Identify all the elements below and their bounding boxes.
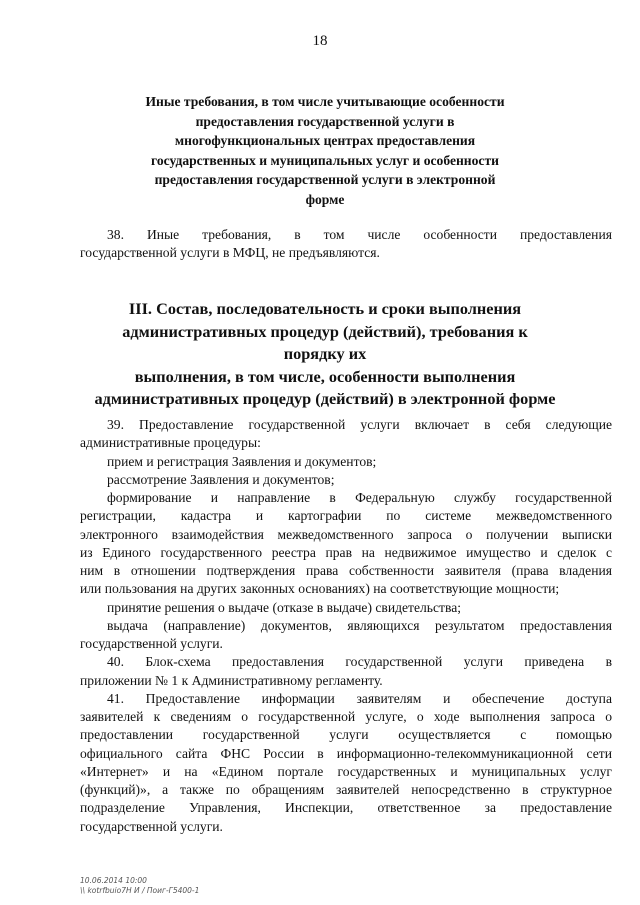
paragraph-41-line: заявителей к сведениям о государственной услуге, о ходе выполнения запроса о — [80, 709, 612, 724]
paragraph-line: из Единого государственного реестра прав на недвижимое имущество и сделок с — [80, 544, 612, 560]
paragraph-line: ним в отношении подтверждения права собственности заявителя (права владения — [80, 563, 612, 578]
paragraph-41-line: государственной услуги. — [80, 818, 223, 834]
paragraph-40-line: приложении № 1 к Административному регламенту. — [80, 672, 383, 688]
paragraph-40-line: 40. Блок-схема предоставления государственной услуги приведена в — [107, 654, 612, 670]
paragraph-line: электронного взаимодействия межведомственного запроса о получении выписки — [80, 526, 612, 542]
heading-line: многофункциональных центрах предоставления — [174, 133, 476, 148]
heading-line: административных процедур (действий), требования к порядку их — [122, 321, 528, 363]
paragraph-line: или пользования на других законных основаниях) на соответствующие мощности; — [80, 581, 560, 597]
heading-line: административных процедур (действий) в электронной форме — [94, 389, 556, 408]
section-body — [80, 416, 612, 836]
heading-line: Иные требования, в том числе учитывающие особенности — [145, 94, 505, 109]
footer-timestamp: 10.06.2014 10:00 — [80, 876, 147, 885]
paragraph-41-line: официального сайта ФНС России в информационно-телекоммуникационной сети — [80, 745, 612, 761]
section-heading — [110, 92, 540, 209]
list-item: выдача (направление) документов, являющихся результатом предоставления — [107, 617, 612, 633]
heading-line: выполнения, в том числе, особенности выполнения — [134, 366, 516, 386]
heading-line: предоставления государственной услуги в электронной — [154, 172, 496, 187]
heading-line: форме — [305, 191, 345, 207]
heading-line: III. Состав, последовательность и сроки выполнения — [128, 299, 522, 318]
list-item: рассмотрение Заявления и документов; — [107, 471, 335, 487]
paragraph-line: 39. Предоставление государственной услуги включает в себя следующие — [107, 417, 612, 432]
paragraph-38 — [80, 226, 612, 262]
list-item: формирование и направление в Федеральную службу государственной — [107, 490, 612, 505]
paragraph-41-line: предоставлении государственной услуги осуществляется с помощью — [80, 727, 612, 743]
heading-line: государственных и муниципальных услуг и особенности — [151, 152, 499, 168]
paragraph-line: государственной услуги в МФЦ, не предъявляются. — [80, 245, 380, 261]
paragraph-41-line: подразделение Управления, Инспекции, ответственное за предоставление — [80, 800, 612, 816]
page-number: 18 — [312, 33, 328, 49]
paragraph-line: регистрации, кадастра и картографии по системе межведомственного — [80, 508, 612, 524]
paragraph-line: административные процедуры: — [80, 435, 261, 451]
list-item: прием и регистрация Заявления и документов; — [107, 453, 377, 469]
footer-path: \\ kotrfbuio7H И / Пoиг-Г5400-1 — [80, 886, 200, 895]
paragraph-line: государственной услуги. — [80, 636, 223, 651]
paragraph-41-line: 41. Предоставление информации заявителям и обеспечение доступа — [107, 690, 612, 706]
paragraph-41-line: «Интернет» и на «Едином портале государственных и муниципальных услуг — [80, 763, 612, 779]
paragraph-41-line: (функций)», а также по обращениям заявителей непосредственно в структурное — [80, 782, 612, 797]
print-footer — [80, 876, 199, 896]
list-item: принятие решения о выдаче (отказе в выдаче) свидетельства; — [107, 599, 462, 615]
chapter-heading — [90, 298, 560, 411]
heading-line: предоставления государственной услуги в — [195, 113, 455, 129]
paragraph-line: 38. Иные требования, в том числе особенности предоставления — [107, 227, 612, 242]
